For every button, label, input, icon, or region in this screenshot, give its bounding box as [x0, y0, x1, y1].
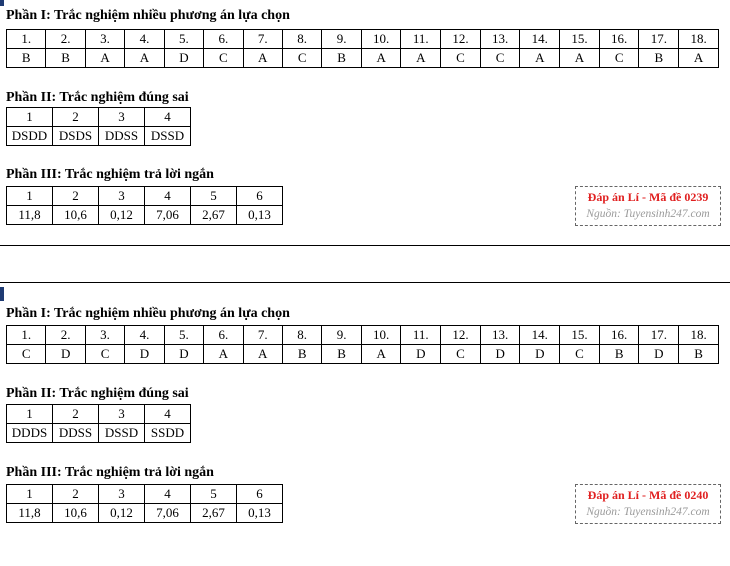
answer-cell: A	[520, 49, 560, 68]
answer-cell: B	[639, 49, 679, 68]
answer-cell: C	[85, 345, 124, 364]
question-number-cell: 11.	[401, 326, 441, 345]
part1-table	[6, 325, 719, 364]
answer-cell: C	[204, 49, 243, 68]
answer-cell: B	[7, 49, 46, 68]
question-number-cell: 13.	[480, 30, 520, 49]
answer-cell: 7,06	[145, 504, 191, 523]
part2-heading: Phần II: Trắc nghiệm đúng sai	[6, 386, 189, 401]
answer-cell: DSSD	[145, 127, 191, 146]
answer-cell: DSSD	[99, 424, 145, 443]
question-row	[7, 485, 283, 504]
part3-table	[6, 186, 283, 225]
question-number-cell: 18.	[679, 30, 719, 49]
answer-cell: DDSS	[99, 127, 145, 146]
answer-cell: 0,13	[237, 504, 283, 523]
answer-cell: D	[639, 345, 679, 364]
answer-row	[7, 206, 283, 225]
section-divider	[0, 245, 730, 246]
question-number-cell: 4	[145, 405, 191, 424]
question-number-cell: 5	[191, 187, 237, 206]
answer-cell: A	[125, 49, 164, 68]
answer-key-section-0239	[0, 0, 730, 260]
question-number-cell: 4	[145, 108, 191, 127]
part2-table	[6, 404, 191, 443]
question-number-cell: 10.	[361, 30, 401, 49]
answer-cell: A	[361, 345, 401, 364]
answer-cell: B	[322, 345, 361, 364]
answer-row	[7, 127, 191, 146]
answer-cell: D	[164, 345, 203, 364]
question-number-cell: 2	[53, 485, 99, 504]
part1-heading: Phần I: Trắc nghiệm nhiều phương án lựa chọn	[6, 8, 290, 23]
question-number-cell: 2.	[46, 30, 85, 49]
question-number-cell: 7.	[243, 326, 282, 345]
exam-code-stamp	[575, 186, 721, 226]
question-row	[7, 405, 191, 424]
question-number-cell: 2	[53, 187, 99, 206]
question-number-cell: 6.	[204, 326, 243, 345]
question-number-cell: 4.	[125, 326, 164, 345]
answer-cell: 10,6	[53, 206, 99, 225]
part2-table	[6, 107, 191, 146]
answer-cell: 2,67	[191, 504, 237, 523]
question-number-cell: 10.	[361, 326, 401, 345]
answer-cell: DSDS	[53, 127, 99, 146]
answer-cell: 2,67	[191, 206, 237, 225]
question-number-cell: 15.	[560, 326, 600, 345]
question-row	[7, 326, 719, 345]
question-number-cell: 6	[237, 187, 283, 206]
question-number-cell: 9.	[322, 30, 361, 49]
question-number-cell: 18.	[679, 326, 719, 345]
answer-key-section-0240	[0, 306, 730, 566]
part1-heading: Phần I: Trắc nghiệm nhiều phương án lựa chọn	[6, 306, 290, 321]
question-number-cell: 3	[99, 405, 145, 424]
answer-cell: C	[282, 49, 321, 68]
question-number-cell: 3.	[85, 30, 124, 49]
part3-heading: Phần III: Trắc nghiệm trả lời ngắn	[6, 465, 214, 480]
answer-cell: 0,12	[99, 206, 145, 225]
question-number-cell: 5	[191, 485, 237, 504]
question-number-cell: 1	[7, 405, 53, 424]
question-number-cell: 2	[53, 405, 99, 424]
exam-code-stamp	[575, 484, 721, 524]
answer-cell: A	[401, 49, 441, 68]
answer-row	[7, 424, 191, 443]
corner-marker-middle	[0, 287, 4, 301]
question-number-cell: 16.	[599, 30, 639, 49]
part3-table	[6, 484, 283, 523]
question-number-cell: 5.	[164, 30, 203, 49]
answer-cell: B	[599, 345, 639, 364]
question-number-cell: 9.	[322, 326, 361, 345]
answer-cell: C	[480, 49, 520, 68]
answer-cell: A	[560, 49, 600, 68]
question-row	[7, 108, 191, 127]
question-number-cell: 3.	[85, 326, 124, 345]
question-number-cell: 5.	[164, 326, 203, 345]
question-number-cell: 6	[237, 485, 283, 504]
question-number-cell: 12.	[441, 326, 481, 345]
question-number-cell: 3	[99, 187, 145, 206]
answer-cell: 10,6	[53, 504, 99, 523]
question-number-cell: 17.	[639, 326, 679, 345]
stamp-title: Đáp án Lí - Mã đề 0239	[587, 190, 709, 204]
answer-cell: A	[85, 49, 124, 68]
question-number-cell: 4	[145, 187, 191, 206]
question-number-cell: 1.	[7, 326, 46, 345]
question-number-cell: 1	[7, 187, 53, 206]
answer-row	[7, 504, 283, 523]
question-row	[7, 30, 719, 49]
answer-cell: DDSS	[53, 424, 99, 443]
answer-cell: C	[441, 345, 481, 364]
question-number-cell: 17.	[639, 30, 679, 49]
answer-cell: 0,12	[99, 504, 145, 523]
stamp-source: Nguồn: Tuyensinh247.com	[586, 506, 710, 518]
question-number-cell: 2.	[46, 326, 85, 345]
question-number-cell: 1	[7, 108, 53, 127]
question-number-cell: 4.	[125, 30, 164, 49]
question-number-cell: 14.	[520, 326, 560, 345]
question-number-cell: 13.	[480, 326, 520, 345]
answer-cell: B	[322, 49, 361, 68]
answer-cell: A	[679, 49, 719, 68]
answer-cell: C	[560, 345, 600, 364]
answer-cell: C	[7, 345, 46, 364]
answer-cell: D	[164, 49, 203, 68]
answer-cell: A	[243, 345, 282, 364]
answer-cell: A	[243, 49, 282, 68]
answer-row	[7, 345, 719, 364]
answer-cell: 0,13	[237, 206, 283, 225]
answer-cell: B	[46, 49, 85, 68]
answer-cell: D	[401, 345, 441, 364]
answer-cell: B	[679, 345, 719, 364]
answer-cell: D	[520, 345, 560, 364]
answer-cell: D	[46, 345, 85, 364]
answer-cell: 7,06	[145, 206, 191, 225]
question-number-cell: 2	[53, 108, 99, 127]
answer-cell: A	[204, 345, 243, 364]
part1-table	[6, 29, 719, 68]
question-number-cell: 7.	[243, 30, 282, 49]
question-number-cell: 4	[145, 485, 191, 504]
question-number-cell: 14.	[520, 30, 560, 49]
question-number-cell: 6.	[204, 30, 243, 49]
answer-cell: 11,8	[7, 504, 53, 523]
answer-cell: DDDS	[7, 424, 53, 443]
question-number-cell: 15.	[560, 30, 600, 49]
question-number-cell: 1	[7, 485, 53, 504]
part2-heading: Phần II: Trắc nghiệm đúng sai	[6, 90, 189, 105]
question-number-cell: 3	[99, 108, 145, 127]
answer-cell: 11,8	[7, 206, 53, 225]
answer-cell: DSDD	[7, 127, 53, 146]
answer-cell: D	[125, 345, 164, 364]
question-row	[7, 187, 283, 206]
section-divider	[0, 282, 730, 283]
answer-cell: B	[282, 345, 321, 364]
question-number-cell: 3	[99, 485, 145, 504]
answer-cell: A	[361, 49, 401, 68]
stamp-title: Đáp án Lí - Mã đề 0240	[587, 488, 709, 502]
question-number-cell: 16.	[599, 326, 639, 345]
answer-cell: D	[480, 345, 520, 364]
question-number-cell: 11.	[401, 30, 441, 49]
question-number-cell: 1.	[7, 30, 46, 49]
answer-cell: SSDD	[145, 424, 191, 443]
part3-heading: Phần III: Trắc nghiệm trả lời ngắn	[6, 167, 214, 182]
question-number-cell: 8.	[282, 30, 321, 49]
answer-cell: C	[599, 49, 639, 68]
question-number-cell: 8.	[282, 326, 321, 345]
answer-cell: C	[441, 49, 481, 68]
question-number-cell: 12.	[441, 30, 481, 49]
answer-row	[7, 49, 719, 68]
stamp-source: Nguồn: Tuyensinh247.com	[586, 208, 710, 220]
